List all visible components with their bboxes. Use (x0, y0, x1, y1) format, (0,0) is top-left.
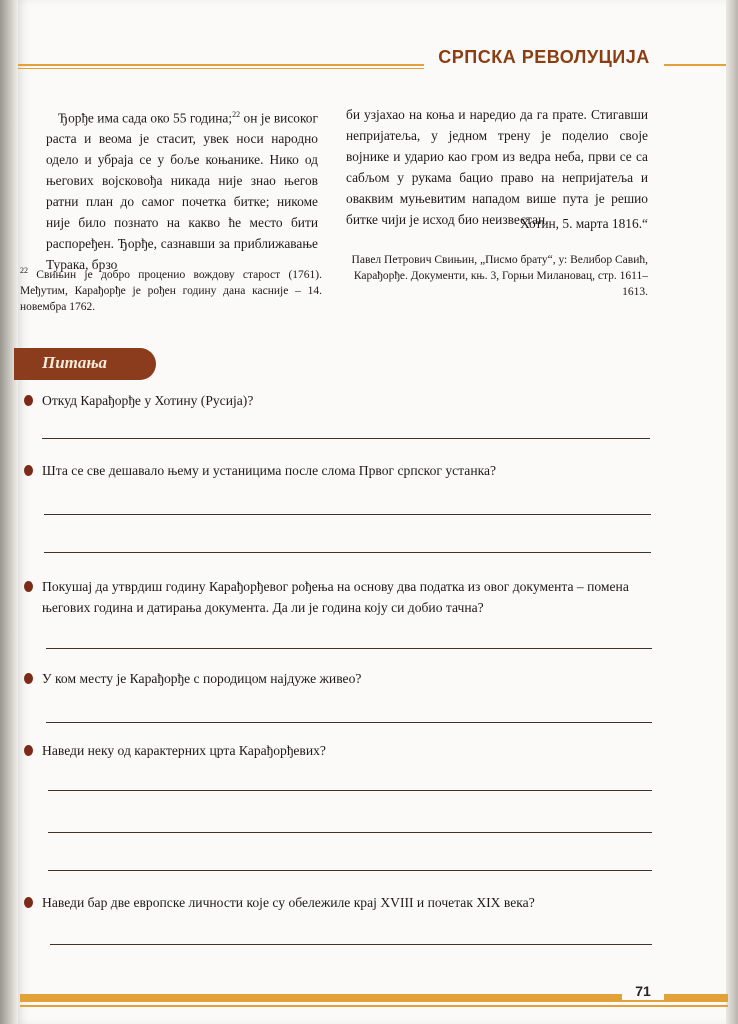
book-spine (0, 0, 18, 1024)
page-edge (726, 0, 738, 1024)
footnote-text: Свињин је добро проценио вождову старост (1761). Међутим, Карађорђе је рођен годину дана касније – 14. новембра 1762. (20, 268, 322, 313)
footer-rule (20, 1005, 728, 1007)
answer-line[interactable] (50, 944, 652, 945)
footnote-number: 22 (20, 266, 28, 275)
bullet-icon (24, 581, 33, 592)
answer-line[interactable] (48, 790, 652, 791)
answer-line[interactable] (44, 552, 651, 553)
bullet-icon (24, 465, 33, 476)
footnote (20, 263, 322, 315)
paragraph-continued: би узјахао на коња и наредио да га прате. Стигавши непријатеља, у једном трену је поделио своје војнике и ударио као гром из ведра неба, први се са сабљом у рукама бацио право на непријатеља и оваквим муњевитим нападом више пута је решио битке чији је исход био неизвестан. (346, 107, 648, 227)
question-text: Откуд Карађорђе у Хотину (Русија)? (42, 393, 254, 408)
questions-heading-badge (14, 348, 156, 380)
source-citation: Павел Петрович Свињин, „Писмо брату“, у: Велибор Савић, Карађорђе. Документи, књ. 3, Горњи Милановац, стр. 1611–1613. (351, 254, 648, 298)
header-rule-right (664, 64, 726, 66)
question-text: У ком месту је Карађорђе с породицом најдуже живео? (42, 671, 362, 686)
header-rule (18, 64, 426, 66)
question-text: Наведи бар две европске личности које су обележиле крај XVIII и почетак XIX века? (42, 895, 535, 910)
text-column-right (346, 104, 648, 230)
bullet-icon (24, 897, 33, 908)
question-text: Наведи неку од карактерних црта Карађорђевих? (42, 743, 326, 758)
answer-line[interactable] (48, 832, 652, 833)
chapter-title: СРПСКА РЕВОЛУЦИЈА (424, 44, 664, 71)
answer-line[interactable] (46, 722, 652, 723)
bullet-icon (24, 395, 33, 406)
letter-signature: Хотин, 5. марта 1816.“ (520, 216, 648, 231)
answer-line[interactable] (44, 514, 651, 515)
page-number: 71 (622, 982, 664, 1000)
header-rule-thin (18, 68, 426, 69)
paragraph-start: Ђорђе има сада око 55 година; (58, 110, 233, 126)
answer-line[interactable] (48, 870, 652, 871)
text-column-left (46, 104, 318, 275)
question-text: Шта се све дешавало њему и устаницима после слома Првог српског устанка? (42, 463, 497, 478)
paragraph-rest: он је високог раста и веома је стасит, увек носи народно одело и убраја се у боље коњанике. Нико од његових војсковођа никада није знао његов ратни план до самог почетка битке; никоме није било познато на какво ће место бити распоређен. Ђорђе, сазнавши за приближавање Турака, брзо (46, 110, 318, 273)
bullet-icon (24, 745, 33, 756)
questions-heading: Питања (42, 353, 108, 372)
answer-line[interactable] (46, 648, 652, 649)
bullet-icon (24, 673, 33, 684)
answer-line[interactable] (42, 438, 650, 439)
question-text: Покушај да утврдиш годину Карађорђевог рођења на основу два податка из овог документа – помена његових година и датирања документа. Да ли је година коју си добио тачна? (42, 579, 629, 615)
footnote-ref: 22 (232, 110, 241, 119)
